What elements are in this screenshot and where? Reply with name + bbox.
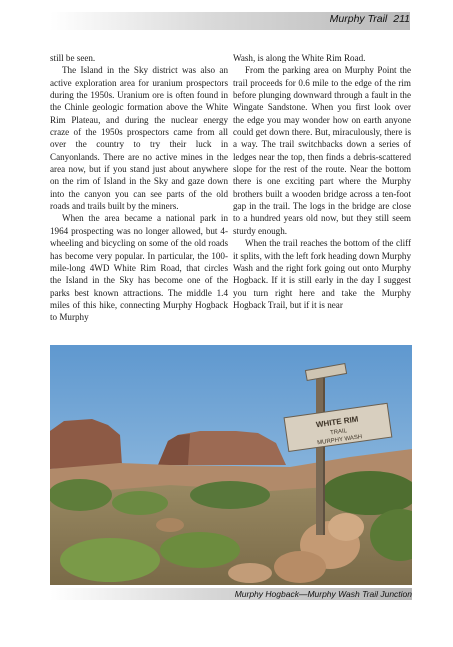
landscape-illustration [50,345,412,585]
paragraph: Wash, is along the White Rim Road. [233,53,366,63]
shrub [190,481,270,509]
shrub [60,538,160,582]
running-header-title: Murphy Trail [329,13,388,25]
sign-post-shadow [323,375,325,535]
paragraph: still be seen. [50,53,96,63]
trail-junction-photo [50,345,412,585]
paragraph: The Island in the Sky district was also an active exploration area for uranium prospectors during the 1950s. Uranium ore is often found in the Chinle geologic formation above the White Rim Plateau, and during the nuclear energy craze of the 1950s prospectors came from all over the country to try their luck in Canyonlands. There are no active mines in the area now, but if you stand just about anywhere on the rim of Island in the Sky and gaze down into the canyon you can see parts of the old roads and trails built by the miners. [50,65,228,212]
sign-text-line-2: TRAIL [329,428,348,437]
page-number: 211 [393,13,410,25]
rock [156,518,184,532]
rock [328,513,364,541]
shrub [112,491,168,515]
rock [274,551,326,583]
shrub [160,532,240,568]
paragraph: When the area became a national park in 1964 prospecting was no longer allowed, but 4-wheeling and bicycling on some of the old roads has become very popular. In particular, the 100-mile-long 4WD White Rim Road, that circles the Island in the Sky has become one of the parks best known attractions. The middle 1.4 miles of this hike, connecting Murphy Hogback to Murphy [50,213,228,323]
sign-text-line-3: MURPHY WASH [316,434,363,447]
paragraph: When the trail reaches the bottom of the cliff it splits, with the left fork heading down Murphy Wash and the right fork going out onto Murphy Hogback. If it is still early in the day I suggest you turn right here and take the Murphy Hogback Trail, but if it is near [233,238,411,310]
shrub [50,479,112,511]
rock [228,563,272,583]
left-text-column [50,52,228,324]
running-header [330,13,410,25]
right-text-column [233,52,411,311]
paragraph: From the parking area on Murphy Point the trail proceeds for 0.6 mile to the edge of the rim before plunging downward through a fault in the Wingate Sandstone. When you first look over the edge you may wonder how on earth anyone could get down there. But, miraculously, there is a way. The trail switchbacks down a series of ledges near the top, then finds a debris-scattered slope for the rest of the route. Near the bottom there is one exciting part where the Murphy brothers built a wooden bridge across a ten-foot gap in the trail. The logs in the bridge are close to a hundred years old now, but they still seem sturdy enough. [233,65,411,236]
photo-caption: Murphy Hogback—Murphy Wash Trail Junction [50,588,412,600]
sign-text-line-1: WHITE RIM [315,414,359,430]
